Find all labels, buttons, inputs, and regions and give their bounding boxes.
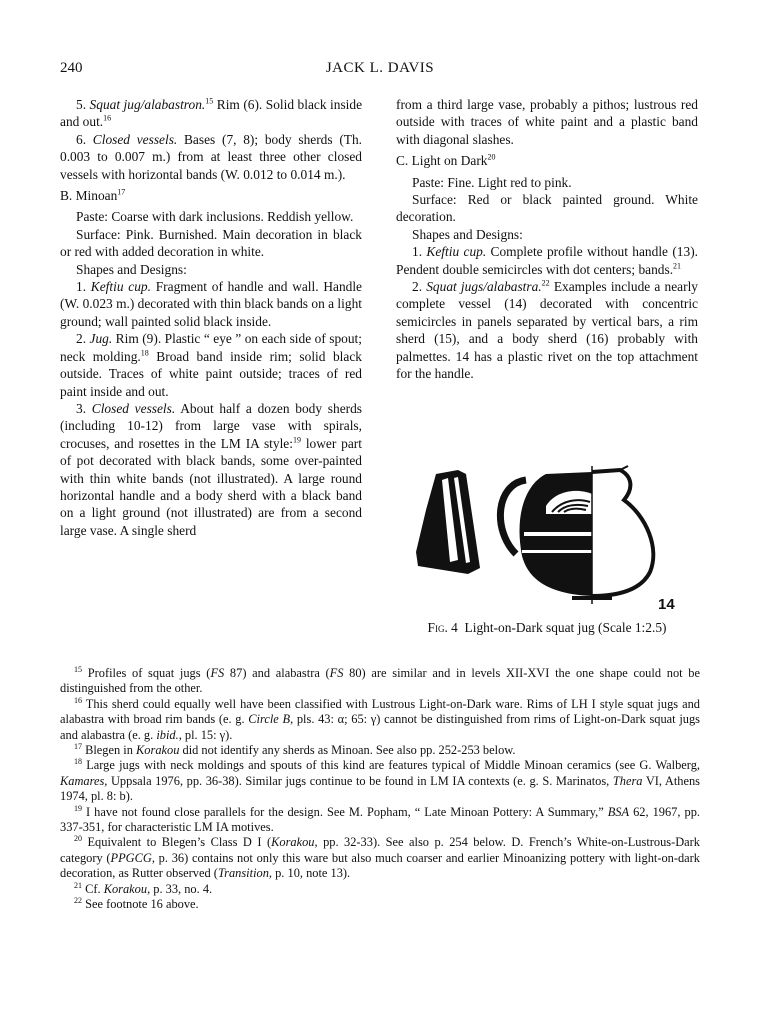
footnote-15: $^{15}$ Profiles of squat jugs (FS 87) and alabastra (FS 80) are similar and in levels XII-XVI the one shape could not be distinguished from the other. [60,664,700,696]
paste-line: Paste: Fine. Light red to pink. [412,174,572,190]
footnote-22: $^{22}$ See footnote 16 above. [74,895,199,912]
surface-line: Surface: Pink. Burnished. Main decoration in black or red with added decoration in white. [60,226,362,260]
shapes-heading: Shapes and Designs: [76,261,187,277]
surface-line: Surface: Red or black painted ground. White decoration. [396,192,698,225]
left-column [60,96,362,539]
figure-caption [396,620,698,636]
right-column [396,96,698,383]
squat-jug-drawing [500,466,653,604]
footnote-ref: 19 [292,435,301,445]
footnote-18: $^{18}$ Large jugs with neck moldings and spouts of this kind are features typical of Middle Minoan ceramics (see G. Walberg, Kamares, Uppsala 1976, pp. 36-38). Similar jugs continue to be found in LM IA contexts (e. g. S. Marinatos, Thera VI, Athens 1974, pl. 8: b). [60,757,700,804]
figure-4 [396,460,698,620]
entry-term: Closed vessels. [92,131,178,147]
entry-keftiu-cup: 1. Keftiu cup. Fragment of handle and wall. Handle (W. 0.023 m.) decorated with thin black bands on a light ground; wall painted solid black inside. [60,279,363,329]
entry-keftiu-cup: 1. Keftiu cup. Complete profile without handle (13). Pendent double semicircles with dot centers; bands.$^{21}$ [396,244,699,277]
continued-paragraph: from a third large vase, probably a pithos; lustrous red outside with traces of white paint and a plastic band with diagonal slashes. [396,97,698,147]
entry-closed-vessels-minoan: 3. Closed vessels. About half a dozen body sherds (including 10-12) from large vase with spirals, crocuses, and rosettes in the LM IA style:$^{19}$ lower part of pot decorated with black bands, some over-painted with thin white bands (not illustrated). A large round horizontal handle and a body sherd with a black band on a light ground (not illustrated) are from a second large vase. A single sherd [60,400,362,538]
section-heading-c: C. Light on Dark$^{20}$ [396,152,496,169]
page-header [60,60,700,82]
page-number: 240 [60,60,83,76]
entry-term: Jug. [89,331,113,347]
footnote-19: $^{19}$ I have not found close parallels for the design. See M. Popham, “ Late Minoan Pottery: A Summary,” BSA 62, 1967, pp. 337-351, for characteristic LM IA motives. [60,803,700,835]
entry-term: Keftiu cup. [426,244,487,260]
rim-sherd-drawing [416,470,480,574]
footnote-ref: 18 [140,348,149,358]
footnote-17: $^{17}$ Blegen in Korakou did not identify any sherds as Minoan. See also pp. 252-253 below. [74,741,516,758]
entry-squat-jugs: 2. Squat jugs/alabastra.$^{22}$ Examples include a nearly complete vessel (14) decorated with concentric semicircles in panels separated by vertical bars, a rim sherd (15), and a body sherd (16) probably with palmettes. 14 has a plastic rivet on the top attachment for the handle. [396,278,698,382]
shapes-heading: Shapes and Designs: [412,226,523,242]
section-heading-b: B. Minoan$^{17}$ [60,187,126,204]
footnote-21: $^{21}$ Cf. Korakou, p. 33, no. 4. [74,880,213,896]
footnote-16: $^{16}$ This sherd could equally well have been classified with Lustrous Light-on-Dark ware. Rims of LH I style squat jugs and alabastra with broad rim bands (e. g. Circle B, pls. 43: α; 65: γ) cannot be distinguished from rims of Light-on-Dark squat jugs and alabastra (e. g. ibid., pl. 15: γ). [60,695,700,742]
entry-term: Squat jug/alabastron. [89,97,206,112]
entry-term: Squat jugs/alabastra. [426,279,542,295]
footnote-ref: 21 [673,261,682,271]
figure-number-label: 14 [658,596,675,613]
footnote-ref: 17 [117,187,126,197]
entry-jug: 2. Jug. Rim (9). Plastic “ eye ” on each side of spout; neck molding.$^{18}$ Broad band inside rim; solid black outside. Traces of white paint outside; traces of red paint inside and out. [60,331,362,399]
caption-text: Light-on-Dark squat jug (Scale 1:2.5) [464,620,667,635]
entry-squat-jug: 5. Squat jug/alabastron.$^{15}$ Rim (6). Solid black inside and out.$^{16}$ [60,96,363,130]
paste-line: Paste: Coarse with dark inclusions. Reddish yellow. [76,209,354,225]
footnote-ref: 15 [205,96,214,106]
footnotes [60,666,700,913]
caption-prefix: Fig. 4 [427,620,458,635]
footnote-20: $^{20}$ Equivalent to Blegen’s Class D I (Korakou, pp. 32-33). See also p. 254 below. D. French’s White-on-Lustrous-Dark category (PPGCG, p. 36) contains not only this ware but also much coarser and earlier Minoanizing pottery with light-on-dark decoration, as Rutter observed (Transition, p. 10, note 13). [60,834,700,881]
jug-drawing [396,460,698,620]
entry-term: Closed vessels. [91,400,176,416]
footnote-ref: 20 [487,152,496,162]
entry-term: Keftiu cup. [90,279,151,295]
footnote-ref: 16 [103,113,112,123]
entry-closed-vessels: 6. Closed vessels. Bases (7, 8); body sherds (Th. 0.003 to 0.007 m.) from at least three other closed vessels with horizontal bands (W. 0.012 to 0.014 m.). [60,131,363,182]
running-head: JACK L. DAVIS [325,60,435,76]
footnote-ref: 22 [541,278,550,288]
